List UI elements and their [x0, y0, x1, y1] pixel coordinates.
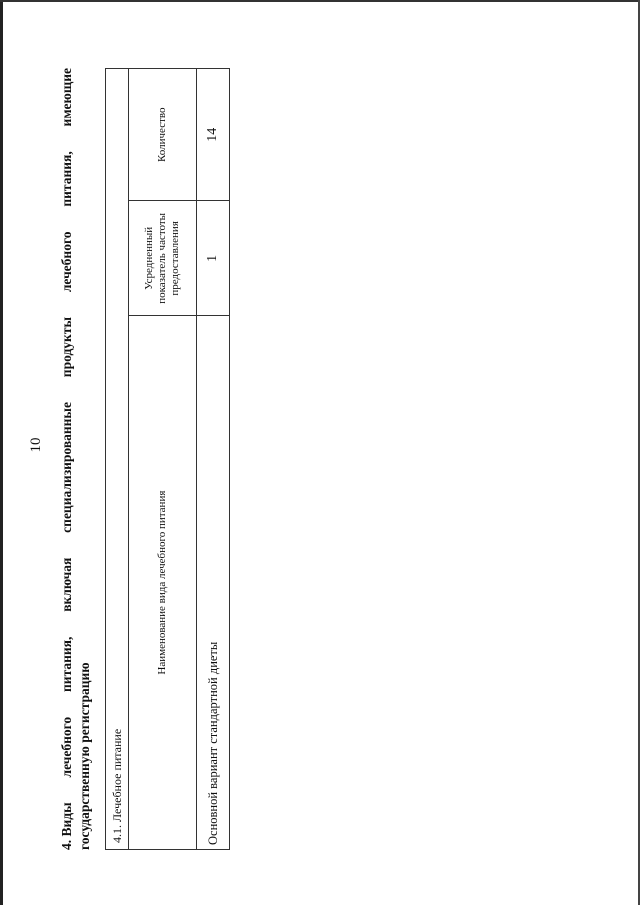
table-row: [197, 69, 230, 850]
section-row: [106, 69, 129, 850]
column-header-quantity: Количество: [129, 69, 197, 201]
cell-frequency: 1: [197, 201, 230, 316]
section-title: 4.1. Лечебное питание: [106, 69, 129, 850]
heading-word: лечебного: [59, 231, 74, 293]
column-header-frequency: Усредненный показатель частоты предоставления: [129, 201, 197, 316]
heading-word: питания,: [59, 636, 74, 692]
heading-word: 4. Виды: [59, 802, 74, 850]
heading-word: питания,: [59, 151, 74, 207]
heading-line-2: государственную регистрацию: [77, 662, 92, 850]
heading-word: включая: [59, 557, 74, 612]
cell-diet-name: Основной вариант стандартной диеты: [197, 316, 230, 850]
heading-word: продукты: [59, 317, 74, 378]
cell-quantity: 14: [197, 69, 230, 201]
section-heading: [58, 68, 94, 850]
column-header-name: Наименование вида лечебного питания: [129, 316, 197, 850]
heading-line-1: [58, 68, 76, 850]
diet-table: [105, 68, 230, 850]
page-number: 10: [28, 437, 44, 453]
heading-word: специализированные: [59, 402, 74, 533]
heading-word: лечебного: [59, 716, 74, 778]
header-row: [129, 69, 197, 850]
heading-word: имеющие: [59, 68, 74, 127]
